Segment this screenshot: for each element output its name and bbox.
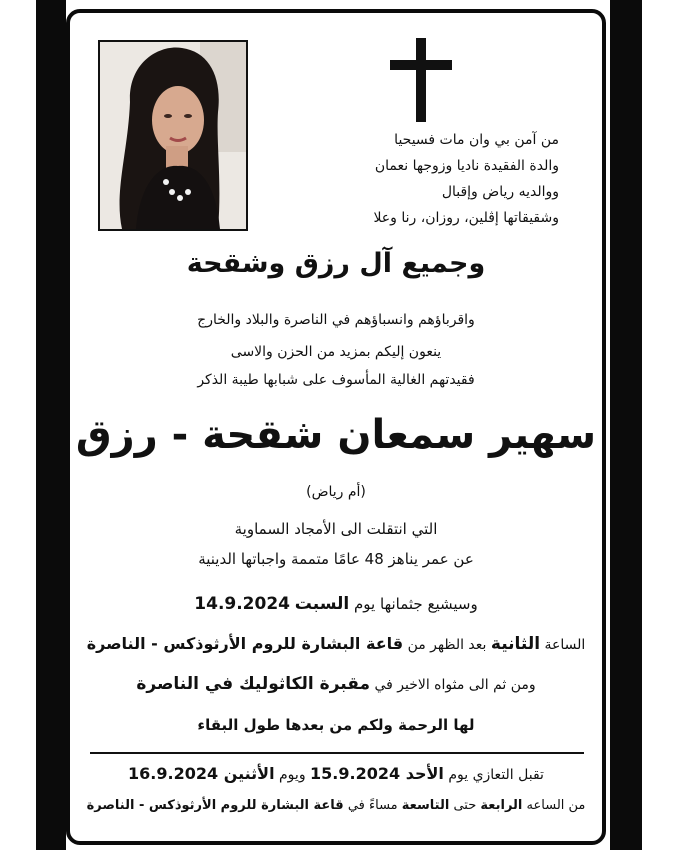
passed-line: التي انتقلت الى الأمجاد السماوية xyxy=(234,520,438,538)
divider-line xyxy=(90,752,584,754)
sisters-line: وشقيقاتها إڤلين، روزان، رنا وعلا xyxy=(373,210,559,226)
cross-icon xyxy=(386,38,456,122)
burial-place: مقبرة الكاثوليك في الناصرة xyxy=(136,674,370,694)
condolence-mid: ويوم xyxy=(279,767,306,783)
church-hall: قاعة البشارة للروم الأرثوذكس - الناصرة xyxy=(86,634,404,653)
closing-line: لها الرحمة ولكم من بعدها طول البقاء xyxy=(197,716,475,734)
hours-to: التاسعة xyxy=(401,798,450,813)
funeral-day: السبت xyxy=(294,594,350,614)
funeral-time-line xyxy=(66,634,606,654)
scripture-line: من آمن بي وان مات فسيحيا xyxy=(394,132,559,148)
time-hour: الثانية xyxy=(490,634,541,654)
mother-line: والدة الفقيدة ناديا وزوجها نعمان xyxy=(374,158,559,174)
portrait-illustration xyxy=(100,42,246,229)
funeral-date: 14.9.2024 xyxy=(194,594,290,614)
family-heading: وجميع آل رزق وشقحة xyxy=(186,248,486,279)
condolence-day2: الأثنين 16.9.2024 xyxy=(128,764,275,783)
condolence-place: قاعة البشارة للروم الأرثوذكس - الناصرة xyxy=(86,798,344,813)
deceased-name: سهير سمعان شقحة - رزق xyxy=(75,412,597,458)
condolence-hours-line xyxy=(66,798,606,813)
hours-prefix: من الساعه xyxy=(526,798,586,813)
funeral-day-line xyxy=(66,594,606,614)
condolence-days-line xyxy=(66,764,606,783)
hours-from: الرابعة xyxy=(480,798,523,813)
portrait-photo xyxy=(98,40,248,231)
burial-prefix: ومن ثم الى مثواه الاخير في xyxy=(374,677,536,693)
nickname: (أم رياض) xyxy=(306,484,366,500)
hours-mid1: حتى xyxy=(453,798,477,813)
condolence-prefix: تقبل التعازي يوم xyxy=(448,767,544,783)
burial-line xyxy=(66,674,606,694)
right-black-border xyxy=(610,0,642,850)
time-prefix: الساعة xyxy=(544,637,586,653)
deceased-intro: فقيدتهم الغالية المأسوف على شبابها طيبة الذكر xyxy=(197,372,475,388)
relatives-line: واقرباؤهم وانسباؤهم في الناصرة والبلاد والخارج xyxy=(197,312,475,328)
funeral-intro: وسيشيع جثمانها يوم xyxy=(354,595,478,613)
time-mid: بعد الظهر من xyxy=(407,637,487,653)
hours-mid2: مساءً في xyxy=(347,798,398,813)
age-line: عن عمر يناهز 48 عامًا متممة واجباتها الدينية xyxy=(198,550,474,568)
left-black-border xyxy=(36,0,66,850)
condolence-day1: الأحد 15.9.2024 xyxy=(310,764,444,783)
parents-line: ووالديه رياض وإقبال xyxy=(441,184,559,200)
mourning-line: ينعون إليكم بمزيد من الحزن والاسى xyxy=(230,344,442,360)
